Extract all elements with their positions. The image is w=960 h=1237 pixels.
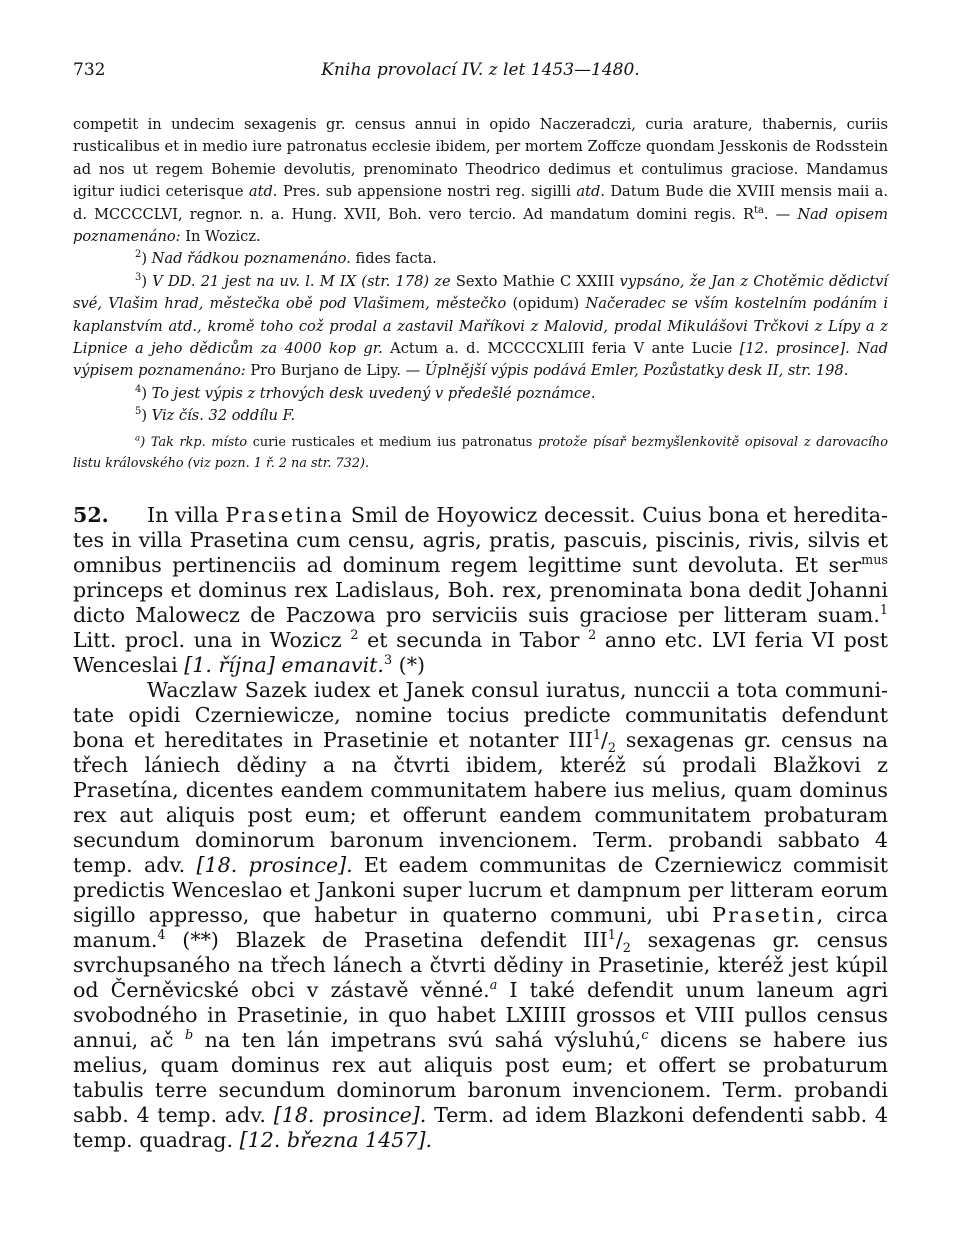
page-header [73,60,888,90]
note-ref: b [185,1027,194,1043]
page-number: 732 [73,60,106,80]
footnote-3: $^3$) V DD. 21 jest na uv. l. M IX (str. 178) ze Sexto Mathie C XXIII vypsáno, že Jan z Chotěmic dědictví své, Vlašim hrad, městečka obě pod Vlašimem, městečko (opidum) Načeradec se vším kostelním podáním i kaplanstvím atd., kromě toho což prodal a zastavil Maříkovi z Malovid, prodal Mikulášovi Trčkovi z Lípy a z Lipnice a jeho dědicům za 4000 kop gr. Actum a. d. MCCCCXLIII feria V ante Lucie [12. prosince]. Nad výpisem poznamenáno: Pro Burjano de Lipy. — Úplnější výpis podává Emler, Pozůstatky desk II, str. 198. [73,271,888,380]
note-ref: 1 [879,602,888,618]
entry-number: 52. [73,502,109,527]
footnote-marker: 3 [135,271,142,283]
place-name: Prasetina [225,502,345,527]
entry-paragraph-2: Waczlaw Sazek iudex et Janek consul iuratus, nunccii a tota communitate opidi Czerniewicze, nomine tocius predicte communitatis defendunt bona et hereditates in Prasetinie et notanter $III^1/_2$ sexagenas gr. census na třech lániech dědiny a na čtvrti ibidem, kteréž sú prodali Blažkovi z Prasetína, dicentes eandem communitatem habere ius melius, quam dominus rex aut aliquis post eum; et offerunt eandem communitatem probaturam secundum dominorum baronum invencionem. Term. probandi sabbato 4 temp. adv. [18. prosince]. Et eadem communitas de Czerniewicz commisit predictis Wenceslao et Jankoni super lucrum et dampnum per litteram eorum sigillo appresso, que habetur in quaterno communi, ubi Prasetin, circa manum.$^4$ (**) Blazek de Prasetina defendit $III^1/_2$ sexagenas gr. census svrchupsaného na třech lánech a čtvrti dědiny in Prasetinie, kteréž jest kúpil od Černěvicské obci v zástavě věnné.$^a$ I také defendit unum laneum agri svobodného in Prasetinie, in quo habet LXIIII grossos et VIII pullos census annui, ač $^b$ na ten lán impetrans svú sahá výsluhú,$^c$ dicens se habere ius melius, quam dominus rex aut aliquis post eum; et offert se probaturum tabulis terre secundum dominorum baronum invencionem. Term. probandi sabb. 4 temp. adv. [18. prosince]. Term. ad idem Blazkoni defendenti sabb. 4 temp. quadrag. [12. března 1457]. [73,677,889,1152]
footnote-marker: 2 [135,249,142,261]
footnote-marker: a [135,433,141,444]
note-ref: 4 [157,927,166,943]
footnote-5: $^5$) Viz čís. 32 oddílu F. [135,406,296,425]
footnote-2: $^2$) Nad řádkou poznamenáno. fides facta. [135,249,437,268]
note-ref: 3 [383,652,393,668]
textual-note-a: $^a$) Tak rkp. místo curie rusticales et medium ius patronatus protože písař bezmyšlenkovitě opisoval z darovacího listu královského (viz pozn. 1 ř. 2 na str. 732). [73,433,888,471]
footnote-marker: 4 [135,384,142,396]
entry-paragraph-1: 52. In villa Prasetina Smil de Hoyowicz decessit. Cuius bona et hereditates in villa Prasetina cum censu, agris, pratis, pascuis, piscinis, rivis, silvis et omnibus pertinenciis ad dominum regem legittime sunt devoluta. Et ser$^{mus}$ princeps et dominus rex Ladislaus, Boh. rex, prenominata bona dedit Johanni dicto Malowecz de Paczowa pro serviciis suis graciose per litteram suam.$^1$ Litt. procl. una in Wozicz $^2$ et secunda in Tabor $^2$ anno etc. LVI feria VI post Wenceslai [1. října] emanavit.$^3$ (*) [73,502,888,677]
footnotes-block [73,114,888,474]
note-ref: 2 [350,627,359,643]
entry-52 [73,503,888,1153]
running-title: Kniha provolací IV. z let 1453—1480. [321,60,640,80]
place-name: Prasetin [712,902,817,927]
footnote-continuation: competit in undecim sexagenis gr. census annui in opido Naczeradczi, curia arature, thabernis, curiis rusticalibus et in medio iure patronatus ecclesie ibidem, per mortem Zoffcze quondam Jesskonis de Rodsstein ad nos ut regem Bohemie devolutis, prenominato Theodrico dedimus et contulimus graciose. Mandamus igitur iudici ceterisque atd. Pres. sub appensione nostri reg. sigilli atd. Datum Bude die XVIII mensis maii a. d. MCCCCLVI, regnor. n. a. Hung. XVII, Boh. vero tercio. Ad mandatum domini regis. $R^{ta}$. — Nad opisem poznamenáno: In Wozicz. [73,116,888,246]
note-ref: 2 [588,627,597,643]
footnote-marker: 5 [135,406,142,418]
note-ref: a [489,977,498,993]
footnote-4: $^4$) To jest výpis z trhových desk uvedený v předešlé poznámce. [135,384,596,402]
note-ref: c [641,1027,649,1043]
page [73,60,888,1153]
